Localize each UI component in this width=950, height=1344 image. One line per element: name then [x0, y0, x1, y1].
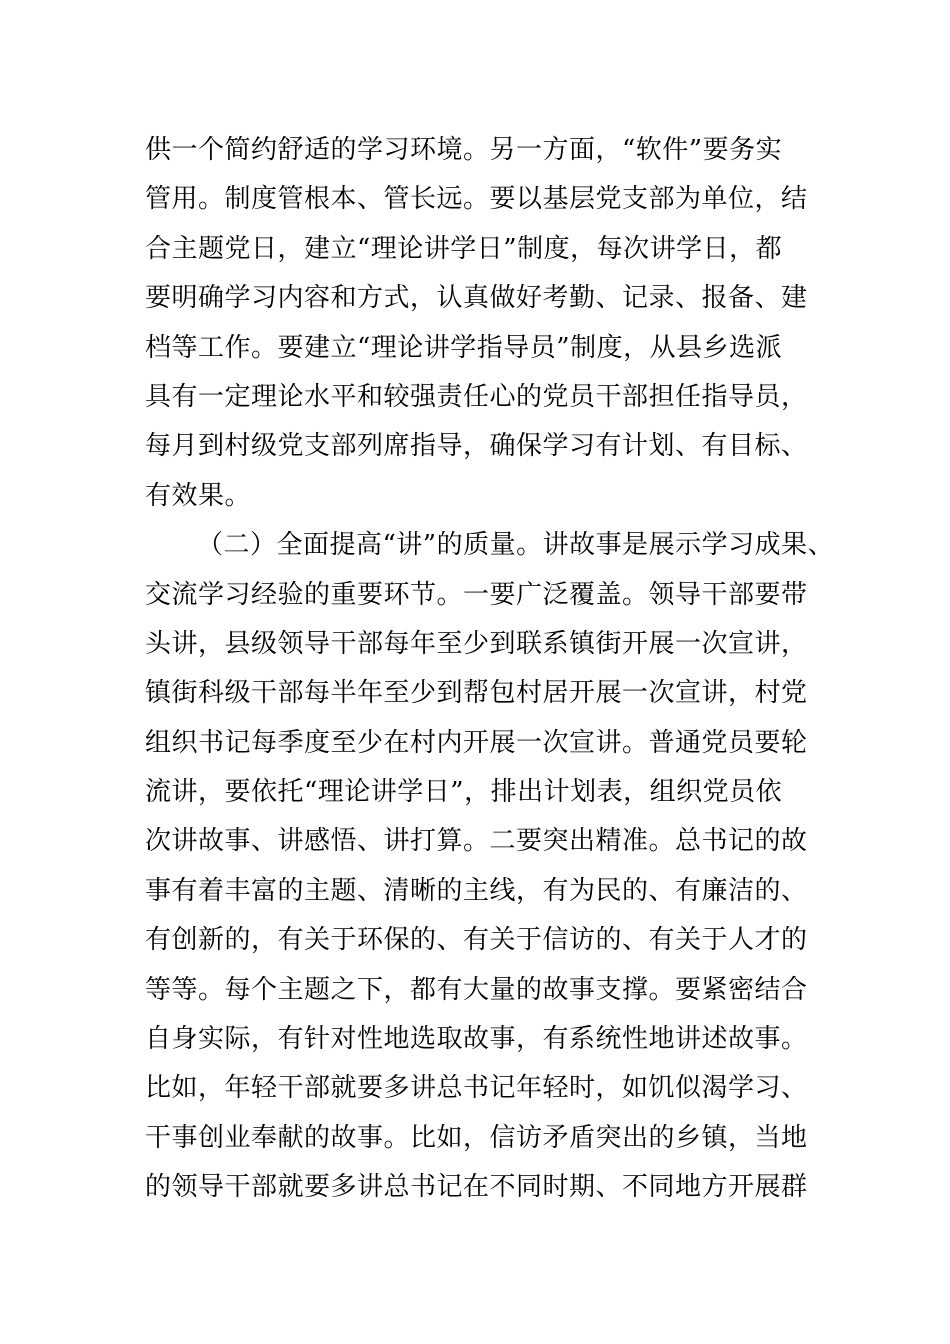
text-line: 供一个简约舒适的学习环境。另一方面，“软件”要务实: [145, 135, 783, 165]
text-line: 有效果。: [145, 480, 252, 511]
text-line: 事有着丰富的主题、清晰的主线，有为民的、有廉洁的、: [145, 875, 808, 906]
text-line: 的领导干部就要多讲总书记在不同时期、不同地方开展群: [145, 1172, 808, 1203]
text-line: 等等。每个主题之下，都有大量的故事支撑。要紧密结合: [145, 974, 808, 1005]
body-text: [145, 126, 835, 1213]
text-line: 档等工作。要建立“理论讲学指导员”制度，从县乡选派: [145, 332, 783, 363]
text-line: 自身实际，有针对性地选取故事，有系统性地讲述故事。: [145, 1024, 808, 1055]
text-line: 流讲，要依托“理论讲学日”，排出计划表，组织党员依: [145, 777, 783, 808]
text-line: 具有一定理论水平和较强责任心的党员干部担任指导员，: [145, 381, 808, 412]
text-line: 组织书记每季度至少在村内开展一次宣讲。普通党员要轮: [145, 727, 808, 758]
text-line: 交流学习经验的重要环节。一要广泛覆盖。领导干部要带: [145, 579, 808, 610]
text-line: 干事创业奉献的故事。比如，信访矛盾突出的乡镇，当地: [145, 1122, 808, 1153]
text-line: 镇街科级干部每半年至少到帮包村居开展一次宣讲，村党: [145, 678, 808, 709]
text-line: 管用。制度管根本、管长远。要以基层党支部为单位，结: [145, 184, 808, 215]
section-heading-line: （二）全面提高“讲”的质量。讲故事是展示学习成果、: [197, 530, 835, 561]
text-line: 比如，年轻干部就要多讲总书记年轻时，如饥似渴学习、: [145, 1073, 808, 1104]
text-line: 头讲，县级领导干部每年至少到联系镇街开展一次宣讲，: [145, 628, 808, 659]
text-line: 有创新的，有关于环保的、有关于信访的、有关于人才的: [145, 925, 808, 956]
text-line: 次讲故事、讲感悟、讲打算。二要突出精准。总书记的故: [145, 826, 808, 857]
text-line: 要明确学习内容和方式，认真做好考勤、记录、报备、建: [145, 283, 808, 314]
text-line: 每月到村级党支部列席指导，确保学习有计划、有目标、: [145, 431, 808, 462]
text-line: 合主题党日，建立“理论讲学日”制度，每次讲学日，都: [145, 233, 783, 264]
